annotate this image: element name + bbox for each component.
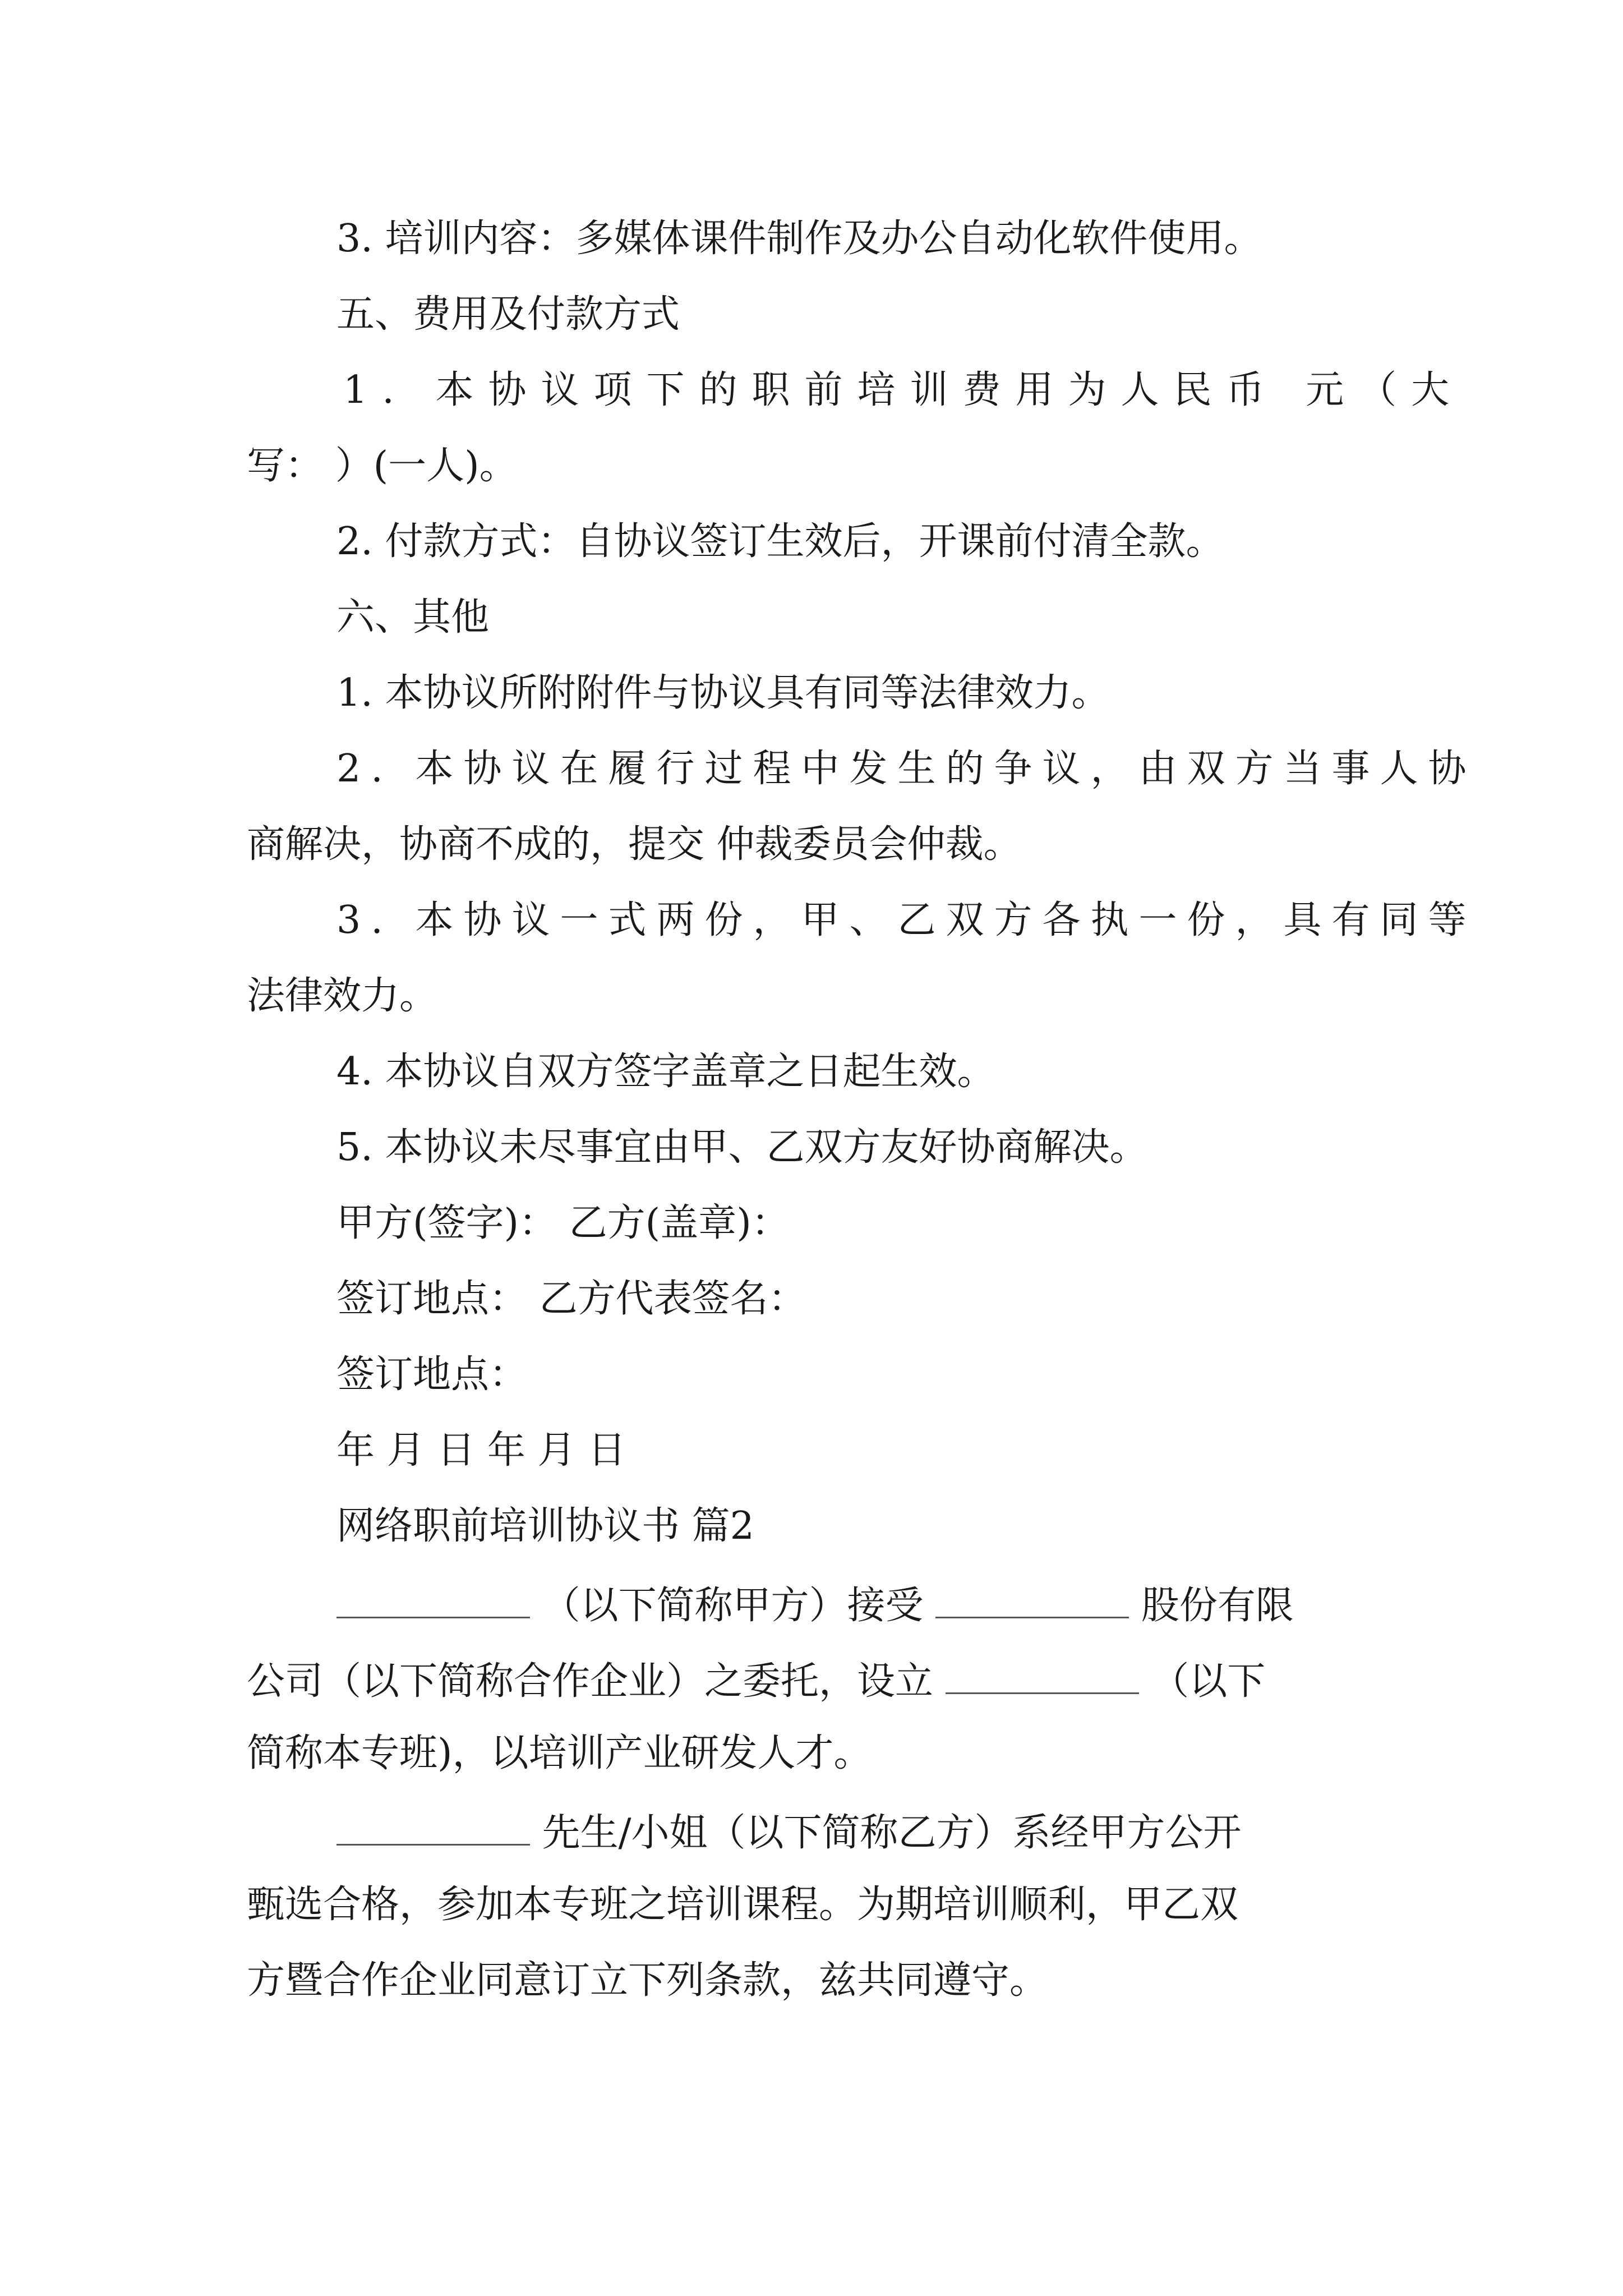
clause-6-2-line2: 商解决，协商不成的，提交 仲裁委员会仲裁。: [247, 822, 1022, 867]
para1-text-d: （以下: [1151, 1659, 1266, 1704]
para2-line1: [336, 1810, 1242, 1855]
para1-text-b: 股份有限: [1141, 1584, 1294, 1628]
fill-blank: [336, 1810, 530, 1846]
para2-line2: 甄选合格，参加本专班之培训课程。为期培训顺利，甲乙双: [247, 1883, 1239, 1927]
para1-line2: [247, 1659, 1266, 1704]
fill-blank: [935, 1583, 1129, 1618]
clause-6-4: 4. 本协议自双方签字盖章之日起生效。: [336, 1050, 995, 1094]
section-6-heading: 六、其他: [336, 595, 490, 639]
clause-5-2-payment: 2. 付款方式：自协议签订生效后，开课前付清全款。: [336, 519, 1224, 564]
fill-blank: [946, 1659, 1139, 1694]
clause-6-3-line1: 3. 本协议一式两份，甲、乙双方各执一份，具有同等: [336, 898, 1477, 942]
fill-blank: [336, 1583, 530, 1618]
clause-4-3-training-content: 3. 培训内容：多媒体课件制作及办公自动化软件使用。: [336, 217, 1262, 261]
para1-text-c: 公司（以下简称合作企业）之委托，设立: [247, 1659, 934, 1704]
section-5-heading: 五、费用及付款方式: [336, 292, 680, 337]
clause-6-3-line2: 法律效力。: [247, 974, 438, 1018]
clause-6-5: 5. 本协议未尽事宜由甲、乙双方友好协商解决。: [336, 1125, 1148, 1170]
clause-5-1-fee-line1: 1. 本协议项下的职前培训费用为人民币 元（大: [343, 368, 1464, 412]
para2-line3: 方暨合作企业同意订立下列条款，兹共同遵守。: [247, 1958, 1048, 2003]
clause-6-2-line1: 2. 本协议在履行过程中发生的争议，由双方当事人协: [336, 747, 1477, 791]
para1-line3: 简称本专班)，以培训产业研发人才。: [247, 1731, 872, 1775]
signing-place-line2: 签订地点：: [336, 1352, 528, 1397]
date-line: 年 月 日 年 月 日: [336, 1428, 626, 1473]
para2-text-a: 先生/小姐（以下简称乙方）系经甲方公开: [542, 1811, 1242, 1855]
clause-6-1: 1. 本协议所附附件与协议具有同等法律效力。: [336, 671, 1110, 715]
para1-text-a: （以下简称甲方）接受: [542, 1584, 924, 1628]
clause-5-1-fee-line2: 写： ）(一人)。: [247, 444, 518, 488]
signature-party-line: 甲方(签字)： 乙方(盖章)：: [336, 1201, 790, 1245]
para1-line1: [336, 1583, 1294, 1628]
article-2-title: 网络职前培训协议书 篇2: [336, 1504, 754, 1548]
signing-place-line1: 签订地点： 乙方代表签名：: [336, 1277, 806, 1321]
